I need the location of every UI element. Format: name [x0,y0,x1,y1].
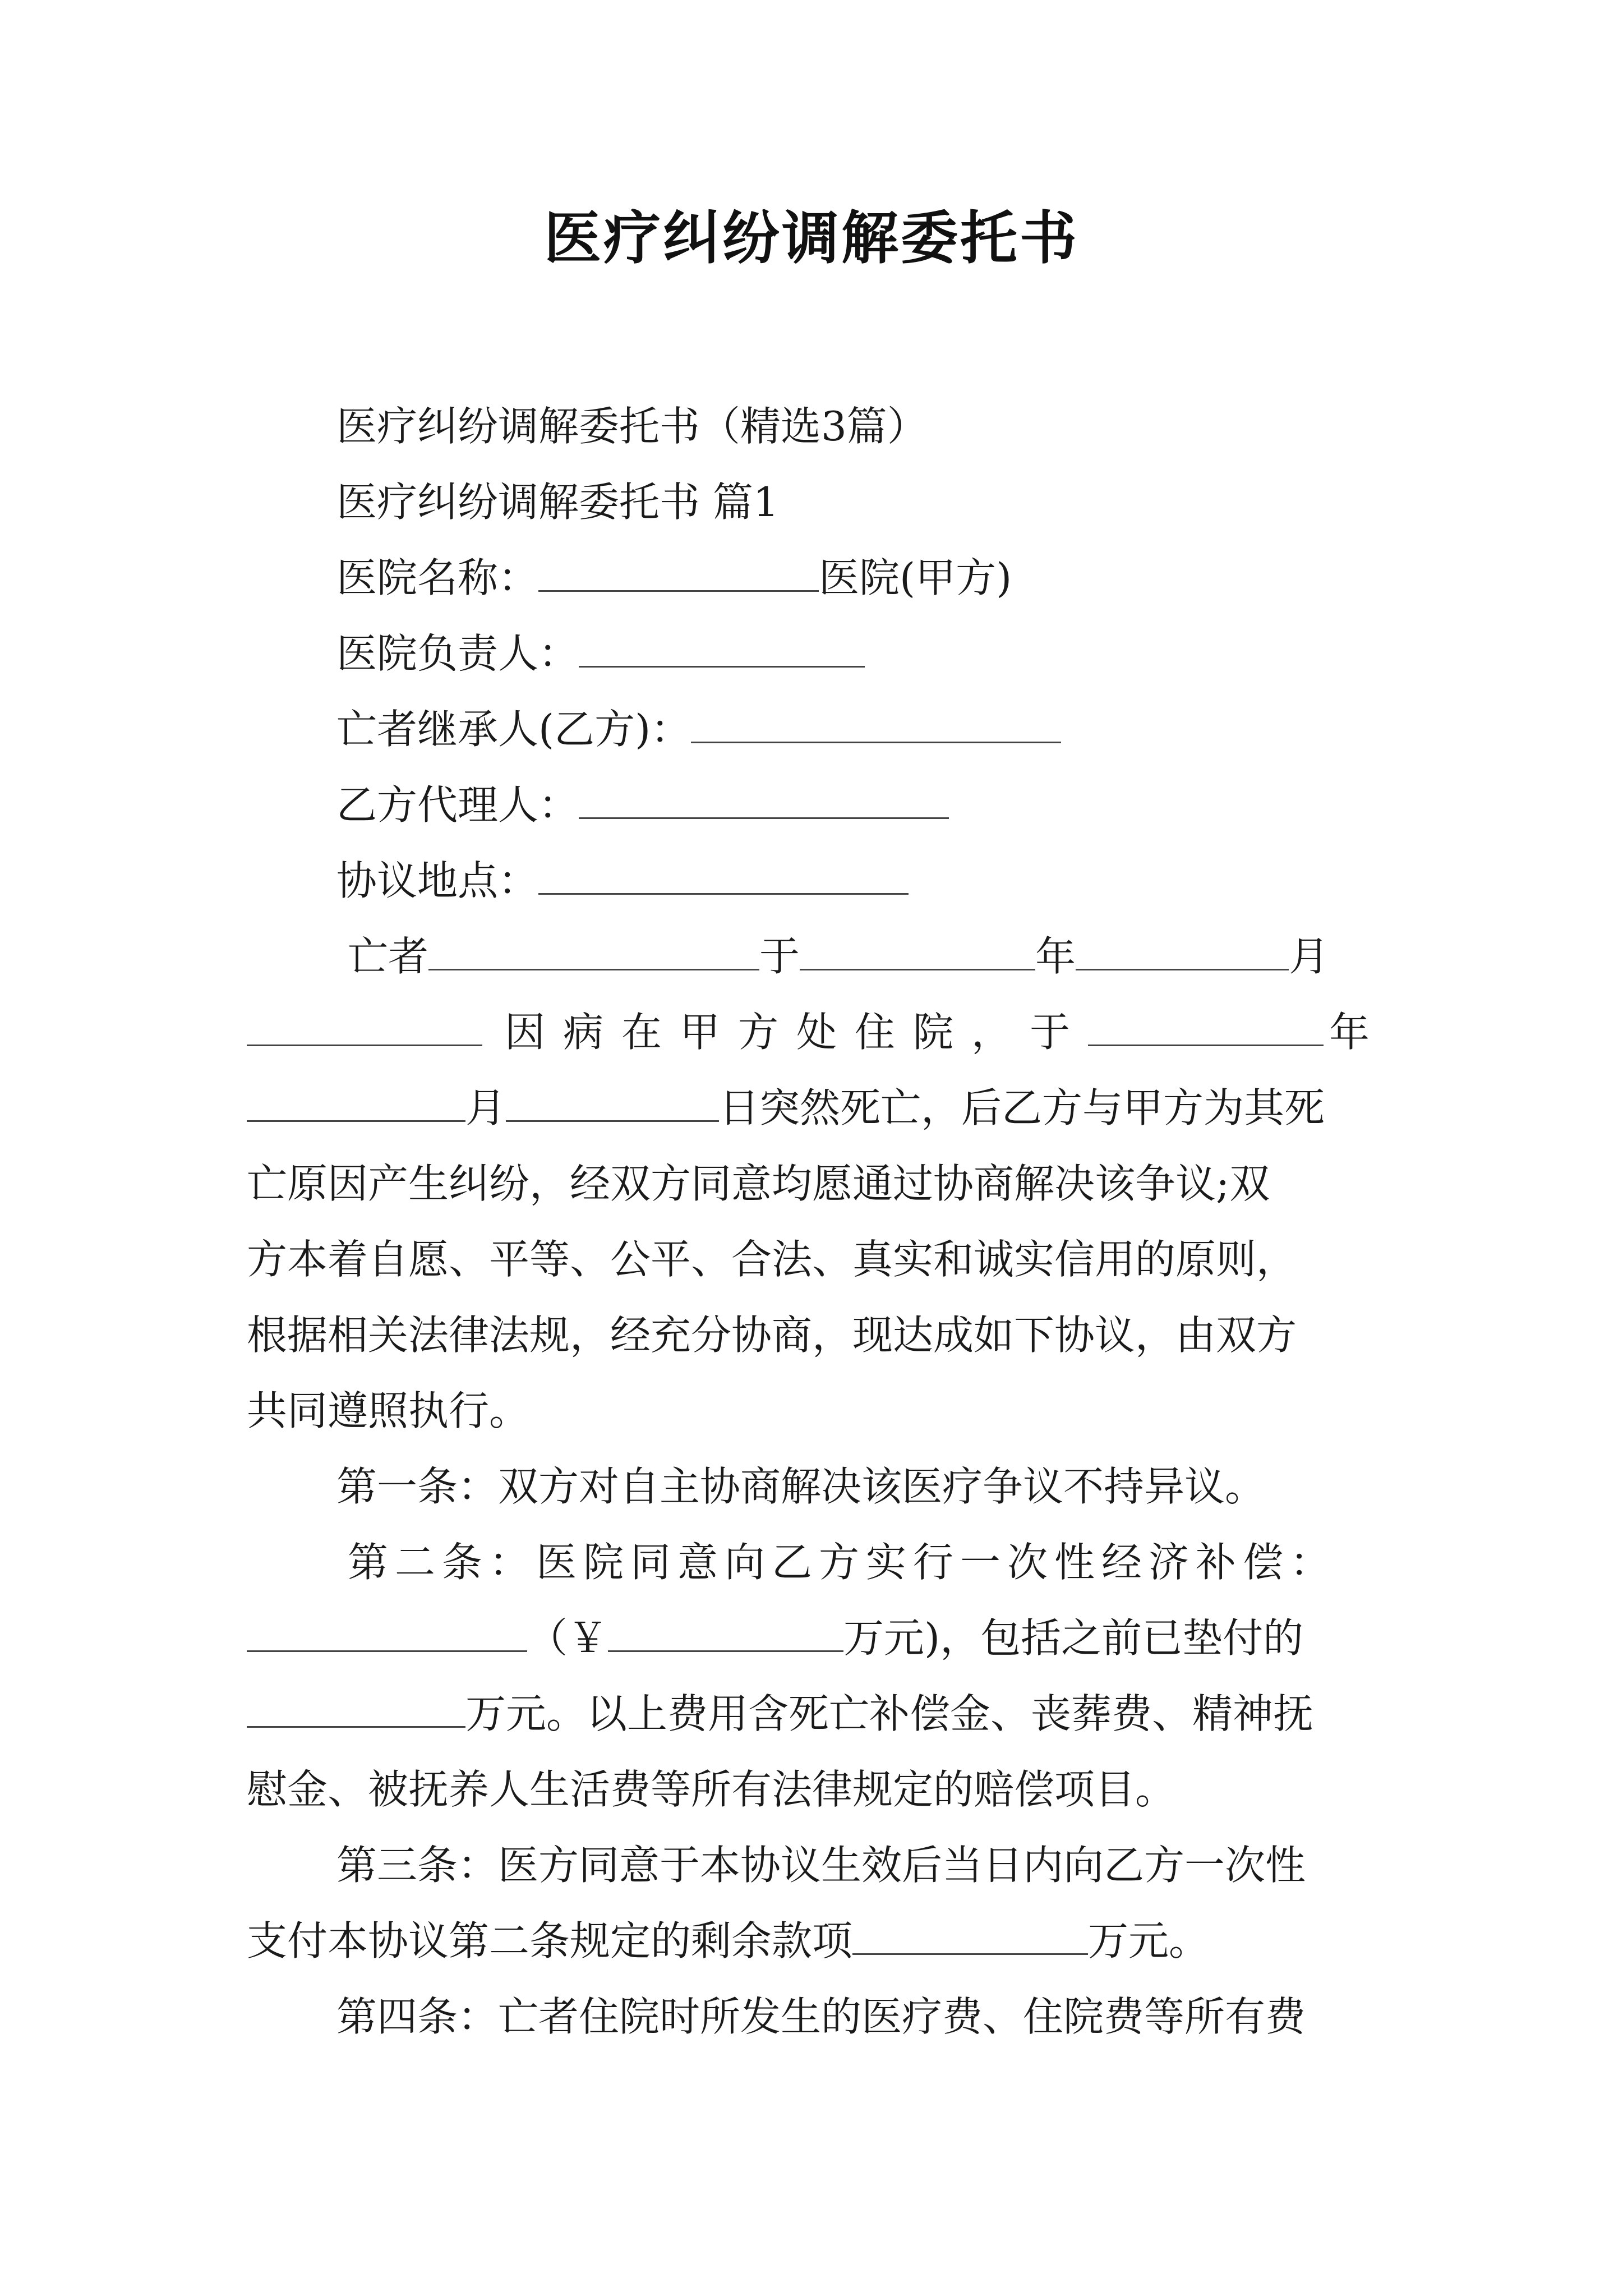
month2-blank [247,1084,465,1122]
text-open-paren: （￥ [527,1614,608,1662]
clause2-line1: 第二条：医院同意向乙方实行一次性经济补偿： [348,1539,1338,1586]
heir-label: 亡者继承人(乙方)： [336,706,691,753]
location-label: 协议地点： [336,857,539,904]
hospital-name-label: 医院名称： [336,554,539,601]
clause3-line1: 第三条：医方同意于本协议生效后当日内向乙方一次性 [336,1842,1306,1889]
subtitle: 医疗纠纷调解委托书（精选3篇） [336,403,928,450]
para1-line4: 亡原因产生纠纷，经双方同意均愿通过协商解决该争议;双 [247,1160,1270,1207]
text-zhuyuan: 因病在甲方处住院，于 [505,1009,1089,1056]
text-wangzhe: 亡者 [348,933,429,980]
para1-line2 [247,999,1370,1066]
hospital-name-row [336,544,1012,611]
amount-blank [247,1614,527,1652]
hospital-name-blank [538,554,819,592]
heir-row [336,696,1061,763]
agent-blank [579,781,949,819]
document-title: 医疗纠纷调解委托书 [544,205,1079,272]
hospital-head-label: 医院负责人： [336,630,579,677]
text-yue2: 月 [465,1084,506,1131]
text-close: 万元)，包括之前已垫付的 [843,1614,1304,1662]
text-rest: 日突然死亡，后乙方与甲方为其死 [719,1084,1325,1131]
day2-blank [506,1084,719,1122]
text-nian2: 年 [1329,1009,1370,1056]
para1-line5: 方本着自愿、平等、公平、合法、真实和诚实信用的原则， [247,1236,1297,1283]
para1-line3 [247,1074,1325,1142]
para1-line1 [348,923,1329,990]
text-clause3-pre: 支付本协议第二条规定的剩余款项 [247,1917,853,1964]
year2-blank [1088,1009,1324,1046]
text-line3-rest: 万元。以上费用含死亡补偿金、丧葬费、精神抚 [465,1690,1314,1737]
agent-label: 乙方代理人： [336,781,579,829]
heir-blank [691,706,1061,743]
amount-number-blank [608,1614,843,1652]
location-blank [538,857,909,895]
agent-row [336,771,949,839]
clause3-line2 [247,1907,1209,1975]
para1-line6: 根据相关法律法规，经充分协商，现达成如下协议，由双方 [247,1312,1297,1359]
clause1: 第一条：双方对自主协商解决该医疗争议不持异议。 [336,1463,1266,1510]
clause2-line2 [247,1604,1303,1672]
day-blank [247,1009,482,1046]
location-row [336,847,909,914]
month-blank [1076,933,1289,970]
text-nian: 年 [1035,933,1076,980]
text-yu: 于 [759,933,800,980]
text-yue: 月 [1289,933,1330,980]
text-clause3-post: 万元。 [1088,1917,1210,1964]
name-blank [428,933,759,970]
year-blank [800,933,1035,970]
remaining-blank [852,1917,1088,1955]
clause4-line1: 第四条：亡者住院时所发生的医疗费、住院费等所有费 [336,1993,1306,2040]
advance-blank [247,1690,465,1728]
para1-line7: 共同遵照执行。 [247,1387,530,1434]
clause2-line4: 慰金、被抚养人生活费等所有法律规定的赔偿项目。 [247,1766,1176,1813]
clause2-line3 [247,1680,1313,1747]
hospital-name-suffix: 医院(甲方) [819,554,1012,601]
hospital-head-blank [579,630,865,668]
article-heading: 医疗纠纷调解委托书 篇1 [336,478,779,526]
hospital-head-row [336,620,865,687]
